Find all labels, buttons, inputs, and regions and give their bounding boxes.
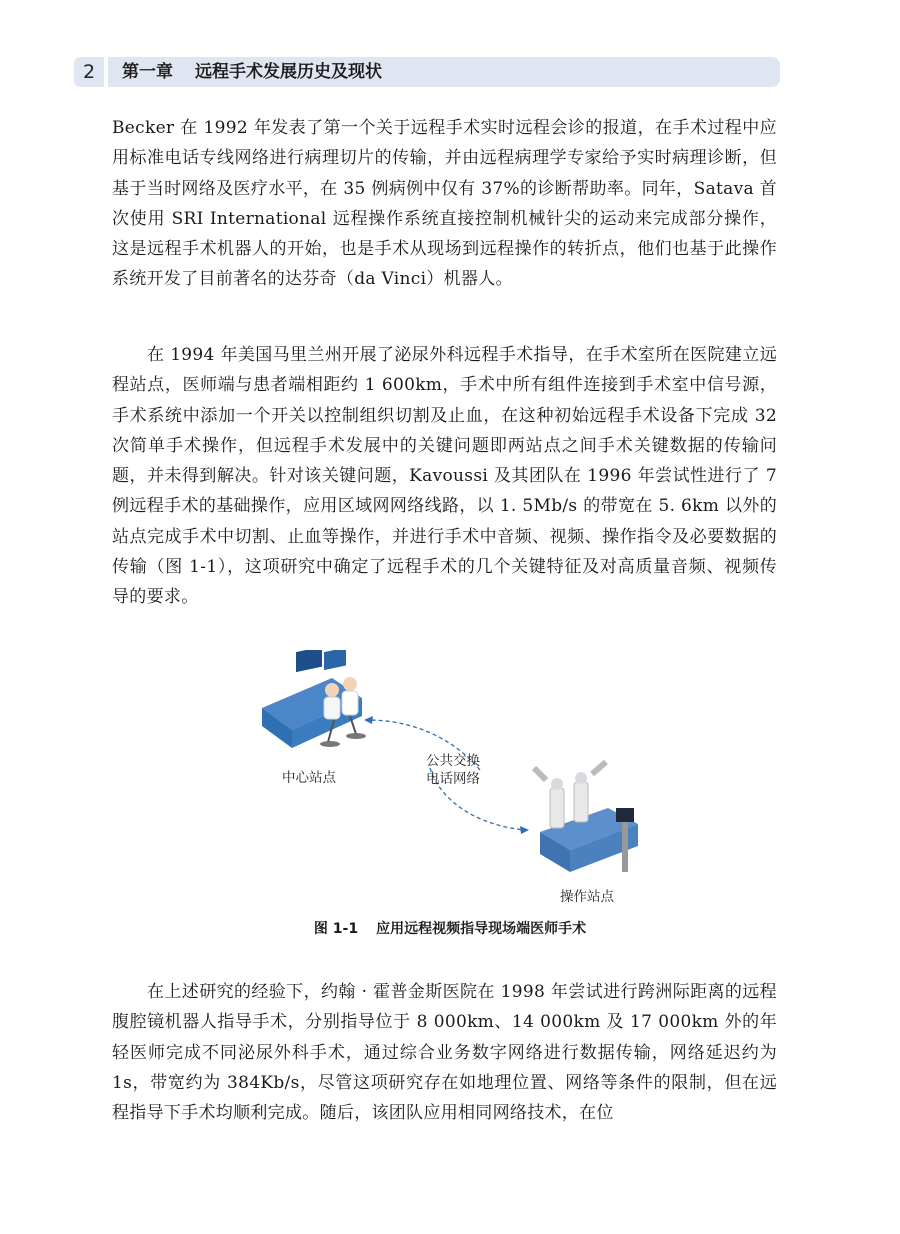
page-number: 2	[74, 57, 104, 87]
operating-site-illustration	[534, 762, 638, 872]
operating-station-label: 操作站点	[560, 889, 614, 905]
paragraph-2: 在 1994 年美国马里兰州开展了泌尿外科远程手术指导，在手术室所在医院建立远程站点，医师端与患者端相距约 1 600km，手术中所有组件连接到手术室中信号源，手术系统中添加一个开关以控制组织切割及止血，在这种初始远程手术设备下完成 32 次简单手术操作，但远程手术发展中的关键问题即两站点之间手术关键数据的传输问题，并未得到解决。针对该关键问题，Kavoussi 及其团队在 1996 年尝试性进行了 7 例远程手术的基础操作，应用区域网网络线路，以 1. 5Mb/s 的带宽在 5. 6km 以外的站点完成手术中切割、止血等操作，并进行手术中音频、视频、操作指令及必要数据的传输（图 1-1），这项研究中确定了远程手术的几个关键特征及对高质量音频、视频传导的要求。	[112, 345, 777, 608]
paragraph-3: 在上述研究的经验下，约翰 · 霍普金斯医院在 1998 年尝试进行跨洲际距离的远程腹腔镜机器人指导手术，分别指导位于 8 000km、14 000km 及 17 000km 外的年轻医师完成不同泌尿外科手术，通过综合业务数字网络进行数据传输，网络延迟约为 1s，带宽约为 384Kb/s，尽管这项研究存在如地理位置、网络等条件的限制，但在远程指导下手术均顺利完成。随后，该团队应用相同网络技术，在位	[112, 982, 777, 1124]
figure-caption	[0, 918, 900, 938]
chapter-title: 远程手术发展历史及现状	[195, 62, 382, 82]
center-station-illustration	[262, 650, 366, 748]
paragraph-1: Becker 在 1992 年发表了第一个关于远程手术实时远程会诊的报道，在手术过程中应用标准电话专线网络进行病理切片的传输，并由远程病理学专家给予实时病理诊断，但基于当时网络及医疗水平，在 35 例病例中仅有 37%的诊断帮助率。同年，Satava 首次使用 SRI International 远程操作系统直接控制机械针尖的运动来完成部分操作，这是远程手术机器人的开始，也是手术从现场到远程操作的转折点，他们也基于此操作系统开发了目前著名的达芬奇（da Vinci）机器人。	[112, 118, 777, 290]
figure-caption-text: 应用远程视频指导现场端医师手术	[376, 921, 587, 937]
center-station-label: 中心站点	[282, 770, 336, 786]
upper-arc-arrowhead	[364, 716, 373, 724]
network-label-line2: 电话网络	[426, 771, 480, 787]
network-label	[418, 752, 488, 788]
chapter-header	[108, 57, 780, 87]
lower-arc-arrowhead	[520, 826, 529, 834]
figure-number: 图 1-1	[313, 921, 359, 937]
network-label-line1: 公共交换	[426, 753, 480, 769]
chapter-number: 第一章	[122, 62, 173, 82]
